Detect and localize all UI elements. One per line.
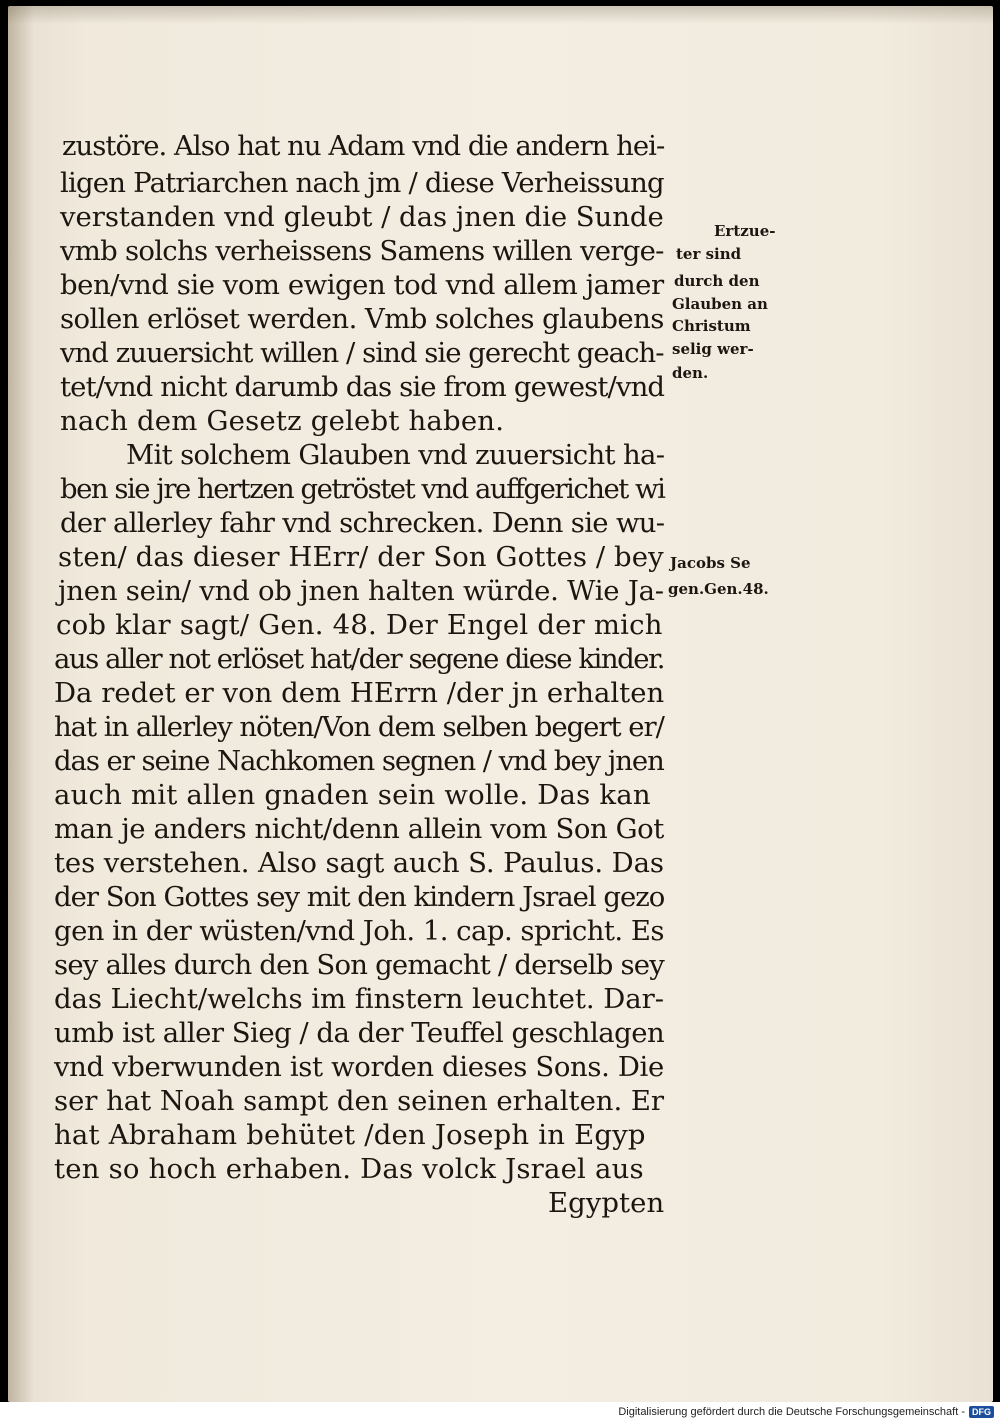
margin-note-line: ter sind: [676, 245, 742, 263]
margin-note-line: gen.Gen.48.: [668, 580, 769, 598]
text-line: sollen erlöset werden. Vmb solches glaubens: [60, 303, 664, 335]
text-line: umb ist aller Sieg / da der Teuffel geschlagen: [54, 1017, 665, 1049]
text-line: sey alles durch den Son gemacht / derselb sey: [54, 949, 665, 981]
book-page: [8, 6, 993, 1402]
text-line: hat in allerley nöten/Von dem selben begert er/: [54, 711, 664, 743]
margin-note-line: Glauben an: [672, 295, 768, 313]
text-line: ser hat Noah sampt den seinen erhalten. Er: [54, 1085, 665, 1117]
text-line: vmb solchs verheissens Samens willen verge-: [60, 235, 664, 267]
text-line: ben sie jre hertzen getröstet vnd auffgerichet wi: [60, 473, 665, 505]
margin-note-line: Jacobs Se: [670, 554, 751, 572]
text-line: tet/vnd nicht darumb das sie from gewest/vnd: [60, 371, 665, 403]
margin-note-line: Christum: [672, 317, 751, 335]
text-line: jnen sein/ vnd ob jnen halten würde. Wie Ja-: [58, 575, 664, 607]
text-line: vnd vberwunden ist worden dieses Sons. Die: [54, 1051, 664, 1083]
text-line: zustöre. Also hat nu Adam vnd die andern hei-: [62, 130, 665, 162]
text-line: tes verstehen. Also sagt auch S. Paulus. Das: [54, 847, 664, 879]
text-line: das Liecht/welchs im finstern leuchtet. Dar-: [54, 983, 664, 1015]
text-line: auch mit allen gnaden sein wolle. Das kan: [54, 779, 651, 811]
margin-note-line: Ertzue-: [714, 222, 776, 240]
margin-note-line: den.: [672, 364, 709, 382]
text-line: der allerley fahr vnd schrecken. Denn sie wu-: [60, 507, 665, 539]
page-gutter-shadow: [8, 6, 34, 1402]
margin-note-line: selig wer-: [672, 340, 754, 358]
text-line: vnd zuuersicht willen / sind sie gerecht geach-: [60, 337, 664, 369]
text-line: ten so hoch erhaben. Das volck Jsrael aus: [54, 1153, 644, 1185]
catchword: Egypten: [548, 1187, 665, 1219]
dfg-logo: DFG: [969, 1406, 994, 1418]
text-line: ligen Patriarchen nach jm / diese Verheissung: [60, 167, 664, 199]
footer-credit: Digitalisierung gefördert durch die Deutsche Forschungsgemeinschaft -: [618, 1406, 965, 1418]
text-line: Da redet er von dem HErrn /der jn erhalten: [54, 677, 665, 709]
text-line: das er seine Nachkomen segnen / vnd bey jnen: [54, 745, 664, 777]
page-top-shadow: [8, 6, 993, 24]
footer: [618, 1404, 994, 1420]
text-line: hat Abraham behütet /den Joseph in Egyp: [54, 1119, 646, 1151]
margin-note-line: durch den: [674, 272, 760, 290]
text-line: sten/ das dieser HErr/ der Son Gottes / bey: [58, 541, 664, 573]
text-line: aus aller not erlöset hat/der segene diese kinder.: [54, 643, 665, 675]
text-line: cob klar sagt/ Gen. 48. Der Engel der mich: [56, 609, 663, 641]
text-line: ben/vnd sie vom ewigen tod vnd allem jamer: [60, 269, 664, 301]
text-line: Mit solchem Glauben vnd zuuersicht ha-: [126, 439, 665, 471]
text-line: man je anders nicht/denn allein vom Son Got: [54, 813, 664, 845]
text-line: der Son Gottes sey mit den kindern Jsrael gezo: [54, 881, 665, 913]
text-line: verstanden vnd gleubt / das jnen die Sunde: [60, 201, 664, 233]
text-line: nach dem Gesetz gelebt haben.: [60, 405, 505, 437]
text-line: gen in der wüsten/vnd Joh. 1. cap. spricht. Es: [54, 915, 664, 947]
